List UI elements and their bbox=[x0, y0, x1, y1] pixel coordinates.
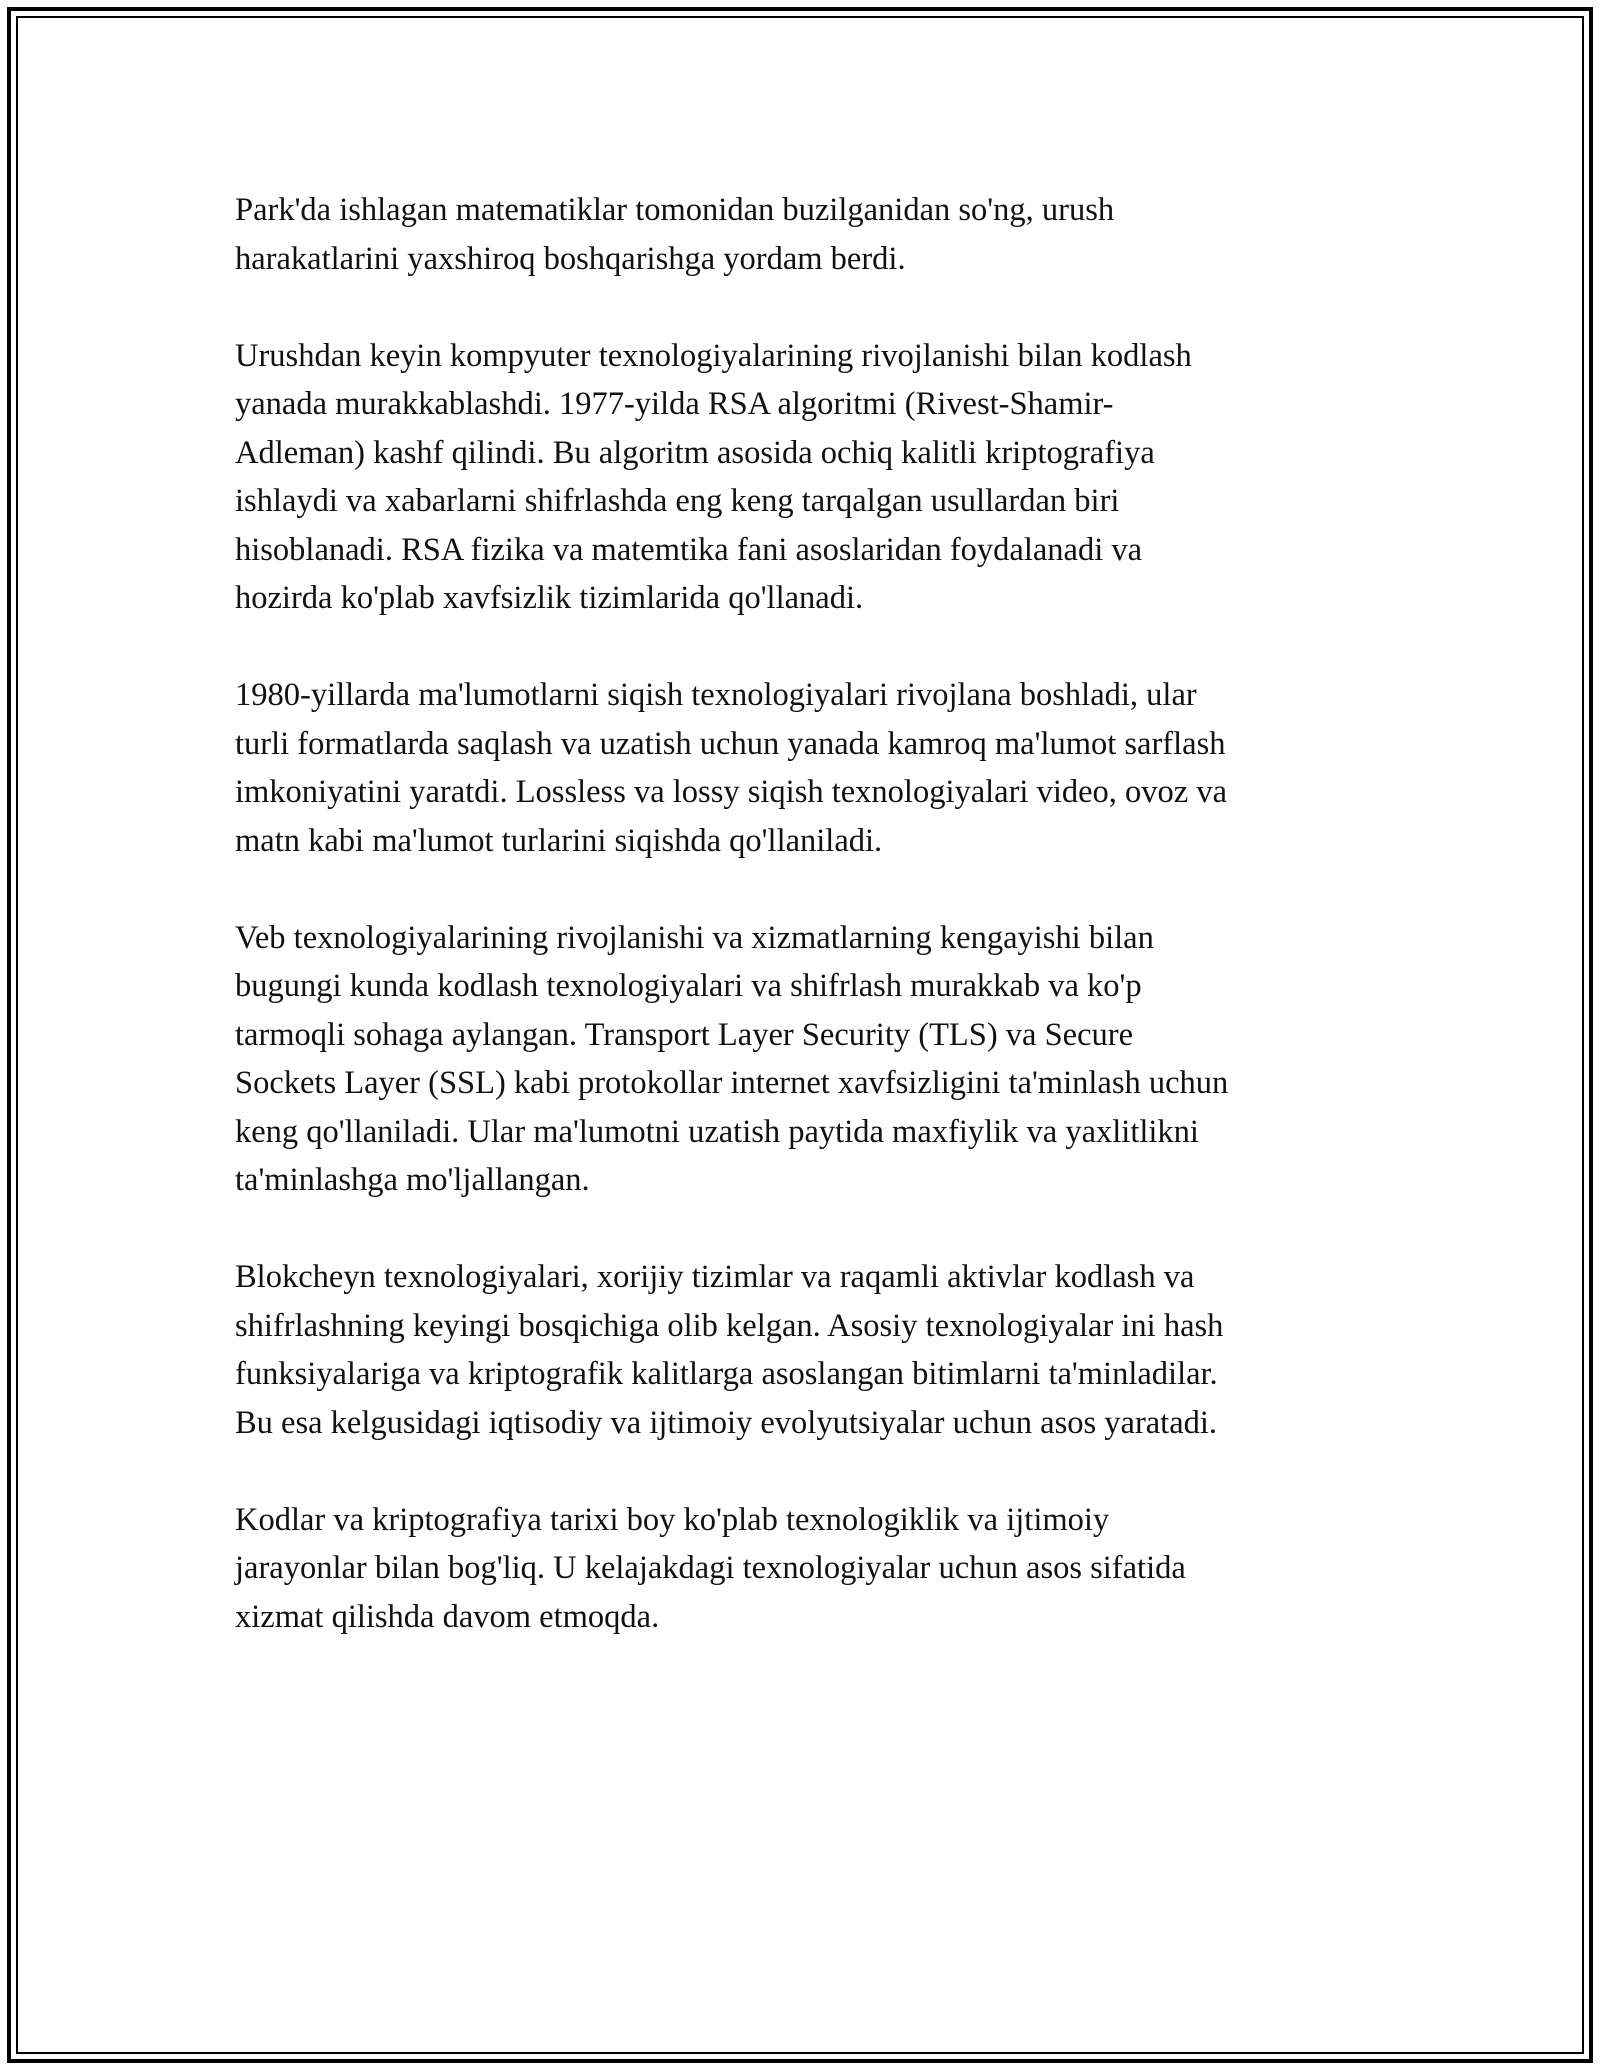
document-body bbox=[235, 186, 1375, 1690]
paragraph: Blokcheyn texnologiyalari, xorijiy tizimlar va raqamli aktivlar kodlash va shifrlashning keyingi bosqichiga olib kelgan. Asosiy texnologiyalar ini hash funksiyalariga va kriptografik kalitlarga asoslangan bitimlarni ta'minladilar. Bu esa kelgusidagi iqtisodiy va ijtimoiy evolyutsiyalar uchun asos yaratadi. bbox=[235, 1259, 1224, 1441]
paragraph: Park'da ishlagan matematiklar tomonidan buzilganidan so'ng, urush harakatlarini yaxshiroq boshqarishga yordam berdi. bbox=[235, 192, 1115, 277]
paragraph: 1980-yillarda ma'lumotlarni siqish texnologiyalari rivojlana boshladi, ular turli formatlarda saqlash va uzatish uchun yanada kamroq ma'lumot sarflash imkoniyatini yaratdi. Lossless va lossy siqish texnologiyalari video, ovoz va matn kabi ma'lumot turlarini siqishda qo'llaniladi. bbox=[235, 677, 1228, 859]
paragraph: Veb texnologiyalarining rivojlanishi va xizmatlarning kengayishi bilan bugungi kunda kodlash texnologiyalari va shifrlash murakkab va ko'p tarmoqli sohaga aylangan. Transport Layer Security (TLS) va Secure Sockets Layer (SSL) kabi protokollar internet xavfsizligini ta'minlash uchun keng qo'llaniladi. Ular ma'lumotni uzatish paytida maxfiylik va yaxlitlikni ta'minlashga mo'ljallangan. bbox=[235, 919, 1229, 1198]
paragraph: Kodlar va kriptografiya tarixi boy ko'plab texnologiklik va ijtimoiy jarayonlar bilan bog'liq. U kelajakdagi texnologiyalar uchun asos sifatida xizmat qilishda davom etmoqda. bbox=[235, 1501, 1186, 1635]
paragraph: Urushdan keyin kompyuter texnologiyalarining rivojlanishi bilan kodlash yanada murakkablashdi. 1977-yilda RSA algoritmi (Rivest-Shamir- Adleman) kashf qilindi. Bu algoritm asosida ochiq kalitli kriptografiya ishlaydi va xabarlarni shifrlashda eng keng tarqalgan usullardan biri hisoblanadi. RSA fizika va matemtika fani asoslaridan foydalanadi va hozirda ko'plab xavfsizlik tizimlarida qo'llanadi. bbox=[235, 337, 1192, 616]
